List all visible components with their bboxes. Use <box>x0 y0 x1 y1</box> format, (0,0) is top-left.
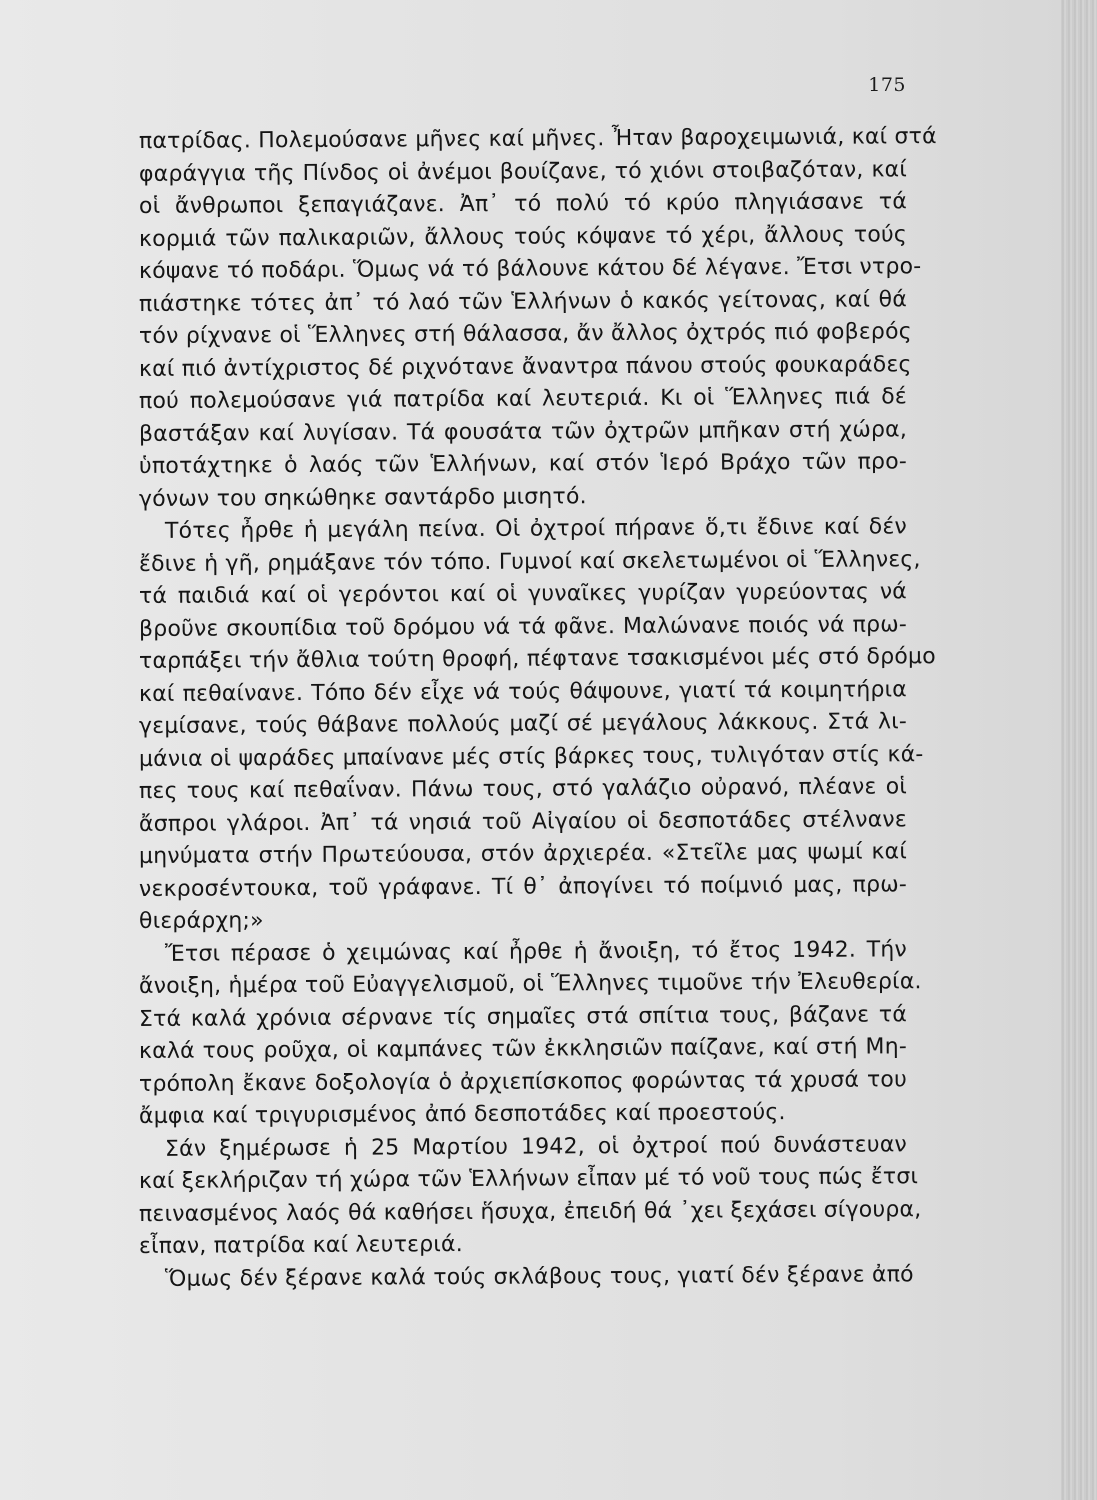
text-line: καλά τους ροῦχα, οἱ καμπάνες τῶν ἐκκλησιῶν παίζανε, καί στή Μη- <box>138 1034 908 1064</box>
text-line: πιάστηκε τότες ἀπ᾿ τό λαό τῶν Ἑλλήνων ὁ κακός γείτονας, καί θά <box>138 286 908 317</box>
text-line: Τότες ἦρθε ἡ μεγάλη πείνα. Οἱ ὀχτροί πήρανε ὅ,τι ἔδινε καί δέν <box>164 514 908 544</box>
text-line: μάνια οἱ ψαράδες μπαίνανε μές στίς βάρκες τους, τυλιγόταν στίς κά- <box>138 741 924 772</box>
text-line: τά παιδιά καί οἱ γερόντοι καί οἱ γυναῖκες γυρίζαν γυρεύοντας νά <box>138 579 908 609</box>
text-line: πατρίδας. Πολεμούσανε μῆνες καί μῆνες. Ἦταν βαροχειμωνιά, καί στά <box>138 124 937 154</box>
text-line: πού πολεμούσανε γιά πατρίδα καί λευτεριά. Κι οἱ Ἕλληνες πιά δέ <box>138 384 908 414</box>
text-line: ταρπάξει τήν ἄθλια τούτη θροφή, πέφτανε τσακισμένοι μές στό δρόμο <box>138 644 936 674</box>
text-line: Ὅμως δέν ξέρανε καλά τούς σκλάβους τους, γιατί δέν ξέρανε ἀπό <box>164 1261 914 1292</box>
text-line: ἄσπροι γλάροι. Ἀπ᾿ τά νησιά τοῦ Αἰγαίου οἱ δεσποτάδες στέλνανε <box>138 806 908 837</box>
text-line: βαστάξαν καί λυγίσαν. Τά φουσάτα τῶν ὀχτρῶν μπῆκαν στή χώρα, <box>138 416 908 447</box>
text-line: οἱ ἄνθρωποι ξεπαγιάζανε. Ἀπ᾿ τό πολύ τό κρύο πληγιάσανε τά <box>138 189 908 219</box>
page-number: 175 <box>868 74 906 96</box>
text-line: καί ξεκλήριζαν τή χώρα τῶν Ἑλλήνων εἶπαν μέ τό νοῦ τους πώς ἔτσι <box>138 1164 919 1194</box>
text-line: τόν ρίχνανε οἱ Ἕλληνες στή θάλασσα, ἄν ἄλλος ὀχτρός πιό φοβερός <box>138 319 912 349</box>
text-line: Σάν ξημέρωσε ἡ 25 Μαρτίου 1942, οἱ ὀχτροί πού δυνάστευαν <box>164 1131 908 1162</box>
text-line: καί πεθαίνανε. Τόπο δέν εἶχε νά τούς θάψουνε, γιατί τά κοιμητήρια <box>138 676 908 707</box>
text-line: ἄμφια καί τριγυρισμένος ἀπό δεσποτάδες καί προεστούς. <box>138 1100 786 1129</box>
text-line: νεκροσέντουκα, τοῦ γράφανε. Τί θ᾿ ἀπογίνει τό ποίμνιό μας, πρω- <box>138 871 908 902</box>
text-line: θιεράρχη;» <box>138 908 264 934</box>
text-line: Ἔτσι πέρασε ὁ χειμώνας καί ἦρθε ἡ ἄνοιξη, τό ἔτος 1942. Τήν <box>164 936 908 967</box>
text-line: καί πιό ἀντίχριστος δέ ριχνότανε ἄναντρα πάνου στούς φουκαράδες <box>138 351 912 382</box>
text-line: φαράγγια τῆς Πίνδος οἱ ἀνέμοι βουίζανε, τό χιόνι στοιβαζόταν, καί <box>138 156 908 187</box>
text-line: ἄνοιξη, ἡμέρα τοῦ Εὐαγγελισμοῦ, οἱ Ἕλληνες τιμοῦνε τήν Ἐλευθερία. <box>138 969 922 999</box>
text-line: βροῦνε σκουπίδια τοῦ δρόμου νά τά φᾶνε. Μαλώνανε ποιός νά πρω- <box>138 611 908 642</box>
text-line: γεμίσανε, τούς θάβανε πολλούς μαζί σέ μεγάλους λάκκους. Στά λι- <box>138 709 908 739</box>
text-line: ὑποτάχτηκε ὁ λαός τῶν Ἑλλήνων, καί στόν Ἱερό Βράχο τῶν προ- <box>138 449 908 479</box>
text-line: κόψανε τό ποδάρι. Ὅμως νά τό βάλουνε κάτου δέ λέγανε. Ἔτσι ντρο- <box>138 254 922 284</box>
text-line: πες τους καί πεθαΐναν. Πάνω τους, στό γαλάζιο οὐρανό, πλέανε οἱ <box>138 774 908 804</box>
text-line: πεινασμένος λαός θά καθήσει ἥσυχα, ἐπειδή θά ᾿χει ξεχάσει σίγουρα, <box>138 1196 922 1227</box>
text-line: μηνύματα στήν Πρωτεύουσα, στόν ἀρχιερέα. «Στεῖλε μας ψωμί καί <box>138 839 908 869</box>
text-line: Στά καλά χρόνια σέρνανε τίς σημαῖες στά σπίτια τους, βάζανε τά <box>138 1001 908 1032</box>
body-text <box>138 124 937 1296</box>
text-line: εἶπαν, πατρίδα καί λευτεριά. <box>138 1232 463 1259</box>
text-line: κορμιά τῶν παλικαριῶν, ἄλλους τούς κόψανε τό χέρι, ἄλλους τούς <box>138 221 908 252</box>
text-line: γόνων του σηκώθηκε σαντάρδο μισητό. <box>138 483 587 512</box>
text-line: τρόπολη ἔκανε δοξολογία ὁ ἀρχιεπίσκοπος φορώντας τά χρυσά του <box>138 1066 908 1097</box>
page-stack-edge <box>1061 0 1097 1500</box>
text-line: ἔδινε ἡ γῆ, ρημάξανε τόν τόπο. Γυμνοί καί σκελετωμένοι οἱ Ἕλληνες, <box>138 546 921 577</box>
